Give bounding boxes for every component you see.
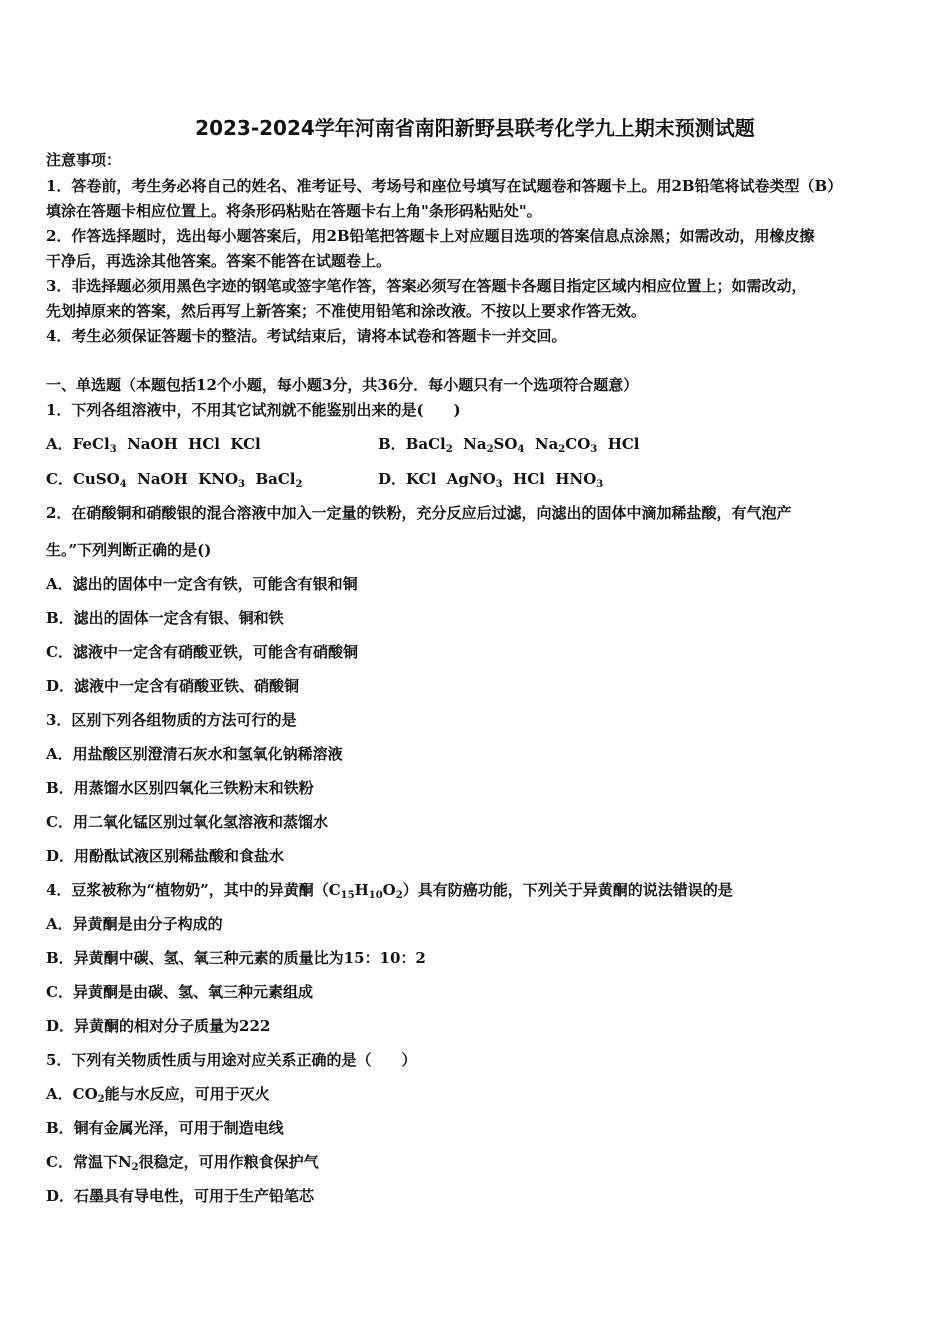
- q5-option-d: D．石墨具有导电性，可用于生产铅笔芯: [46, 1187, 315, 1205]
- q1-option-b: B．BaCl$_2$ $Na_2SO_4$ $Na_2CO_3$ HCl: [378, 435, 640, 455]
- q2-option-b: B．滤出的固体一定含有银、铜和铁: [46, 609, 284, 627]
- q4-option-d: D．异黄酮的相对分子质量为222: [46, 1017, 271, 1035]
- q3-option-c: C．用二氧化锰区别过氧化氢溶液和蒸馏水: [46, 813, 328, 831]
- question-2-stem: 2．在硝酸铜和硝酸银的混合溶液中加入一定量的铁粉，充分反应后过滤，向滤出的固体中滴加稀盐酸，有气泡产: [46, 504, 792, 522]
- q2-option-a: A．滤出的固体中一定含有铁，可能含有银和铜: [46, 575, 358, 593]
- q1-option-a: A．FeCl$_3$ NaOH HCl KCl: [46, 435, 261, 455]
- q2-option-c: C．滤液中一定含有硝酸亚铁，可能含有硝酸铜: [46, 643, 358, 661]
- q3-option-a: A．用盐酸区别澄清石灰水和氢氧化钠稀溶液: [46, 745, 343, 763]
- question-3-stem: 3．区别下列各组物质的方法可行的是: [46, 711, 297, 729]
- option-label: D．: [378, 470, 407, 488]
- notice-line: 干净后，再选涂其他答案。答案不能答在试题卷上。: [46, 252, 392, 270]
- q5-option-c: C．常温下$N_2$很稳定，可用作粮食保护气: [46, 1153, 319, 1173]
- q5-option-b: B．铜有金属光泽，可用于制造电线: [46, 1119, 284, 1137]
- q4-option-b: B．异黄酮中碳、氢、氧三种元素的质量比为15：10：2: [46, 949, 426, 967]
- q2-option-d: D．滤液中一定含有硝酸亚铁、硝酸铜: [46, 677, 300, 695]
- q4-option-a: A．异黄酮是由分子构成的: [46, 915, 223, 933]
- option-label: C．: [46, 470, 73, 488]
- q4-option-c: C．异黄酮是由碳、氢、氧三种元素组成: [46, 983, 313, 1001]
- notice-line: 先划掉原来的答案，然后再写上新答案；不准使用铅笔和涂改液。不按以上要求作答无效。: [46, 302, 647, 320]
- notice-line: 4．考生必须保证答题卡的整洁。考试结束后，请将本试卷和答题卡一并交回。: [46, 327, 567, 345]
- question-5-stem: 5．下列有关物质性质与用途对应关系正确的是（ ）: [46, 1051, 417, 1069]
- notice-line: 填涂在答题卡相应位置上。将条形码粘贴在答题卡右上角"条形码粘贴处"。: [46, 202, 542, 220]
- page-title: 2023-2024学年河南省南阳新野县联考化学九上期末预测试题: [195, 116, 755, 140]
- question-4-stem: 4．豆浆被称为“植物奶”，其中的异黄酮$(C_{15}H_{10}O_2)$具有防癌功能，下列关于异黄酮的说法错误的是: [46, 881, 733, 901]
- notice-line: 3．非选择题必须用黑色字迹的钢笔或签字笔作答，答案必须写在答题卡各题目指定区域内相应位置上；如需改动，: [46, 277, 807, 295]
- question-1-stem: 1．下列各组溶液中，不用其它试剂就不能鉴别出来的是( ): [46, 401, 461, 419]
- notice-line: 2．作答选择题时，选出每小题答案后，用2B铅笔把答题卡上对应题目选项的答案信息点涂黑；如需改动，用橡皮擦: [46, 227, 815, 245]
- q1-option-d: D．KCl AgNO$_3$ HCl $HNO_3$: [378, 470, 604, 490]
- option-label: B．: [378, 435, 406, 453]
- q3-option-d: D．用酚酞试液区别稀盐酸和食盐水: [46, 847, 285, 865]
- option-label: A．: [46, 435, 73, 453]
- q5-option-a: A．$CO_2$能与水反应，可用于灭火: [46, 1085, 270, 1105]
- notice-heading: 注意事项：: [46, 151, 122, 169]
- question-2-stem-cont: 生。”下列判断正确的是(): [46, 541, 212, 559]
- notice-line: 1．答卷前，考生务必将自己的姓名、准考证号、考场号和座位号填写在试题卷和答题卡上。用2B铅笔将试卷类型（B）: [46, 177, 843, 195]
- q1-option-c: C．CuSO$_4$ NaOH $KNO_3$ BaCl$_2$: [46, 470, 303, 490]
- section-heading: 一、单选题（本题包括12个小题，每小题3分，共36分．每小题只有一个选项符合题意）: [46, 376, 639, 394]
- q3-option-b: B．用蒸馏水区别四氧化三铁粉末和铁粉: [46, 779, 314, 797]
